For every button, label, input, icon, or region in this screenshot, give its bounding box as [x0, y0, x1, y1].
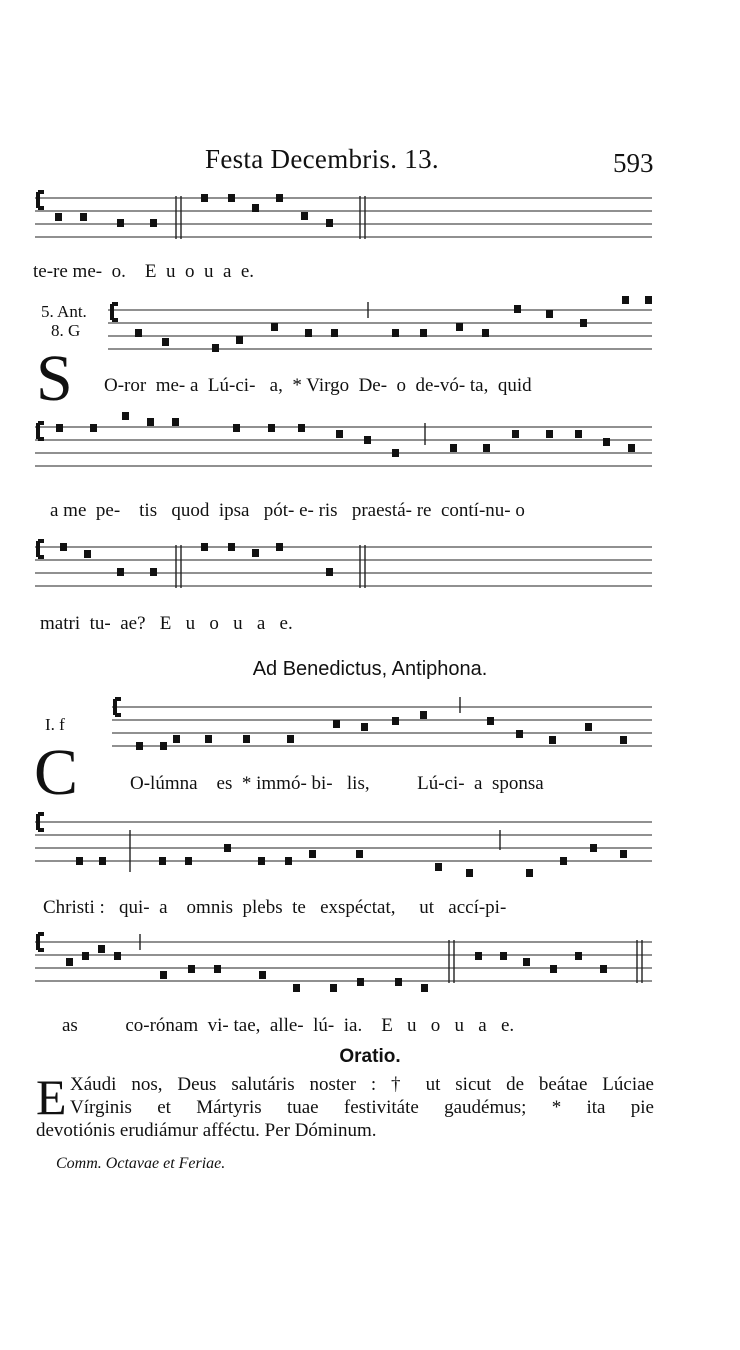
- lyrics-line: as co-rónam vi- tae, alle- lú- ia. E u o u a e.: [62, 1015, 515, 1036]
- rubric-note: Comm. Octavae et Feriae.: [56, 1155, 226, 1172]
- prayer-line: devotiónis erudiámur afféctu. Per Dóminum.: [36, 1120, 377, 1141]
- drop-cap-initial: C: [34, 736, 79, 809]
- mode-label: I. f: [45, 715, 65, 734]
- lyrics-line: Christi : qui- a omnis plebs te exspéctat, ut accí-pi-: [43, 897, 507, 918]
- music-staff: [0, 810, 740, 890]
- page-number: 593: [613, 148, 654, 178]
- running-title: Festa Decembris. 13.: [205, 144, 439, 174]
- music-staff: [0, 186, 740, 256]
- drop-cap-initial: S: [36, 342, 73, 415]
- music-staff: [0, 695, 740, 765]
- prayer-text: [36, 1069, 654, 1142]
- music-staff: [0, 930, 740, 1005]
- mode-label: 8. G: [51, 321, 81, 340]
- prayer-line: Vírginis et Mártyris tuae festivitáte gaudémus; * ita pie: [70, 1097, 654, 1118]
- prayer-line: Xáudi nos, Deus salutáris noster : † ut sicut de beátae Lúciae: [70, 1074, 654, 1095]
- section-heading: Ad Benedictus, Antiphona.: [252, 658, 488, 680]
- antiphon-number-label: 5. Ant.: [41, 302, 87, 321]
- lyrics-line: te-re me- o. E u o u a e.: [33, 261, 255, 282]
- music-staff: [0, 535, 740, 605]
- music-staff: [0, 415, 740, 495]
- lyrics-line: a me pe- tis quod ipsa pót- e- ris praestá- re contí-nu- o: [50, 500, 525, 521]
- lyrics-line: matri tu- ae? E u o u a e.: [40, 613, 293, 634]
- lyrics-line: O-lúmna es * immó- bi- lis, Lú-ci- a sponsa: [130, 773, 544, 794]
- lyrics-line: O-ror me- a Lú-ci- a, * Virgo De- o de-vó- ta, quid: [104, 375, 532, 396]
- section-heading: Oratio.: [339, 1046, 401, 1067]
- drop-cap-initial: E: [36, 1069, 67, 1125]
- music-staff: [0, 300, 740, 370]
